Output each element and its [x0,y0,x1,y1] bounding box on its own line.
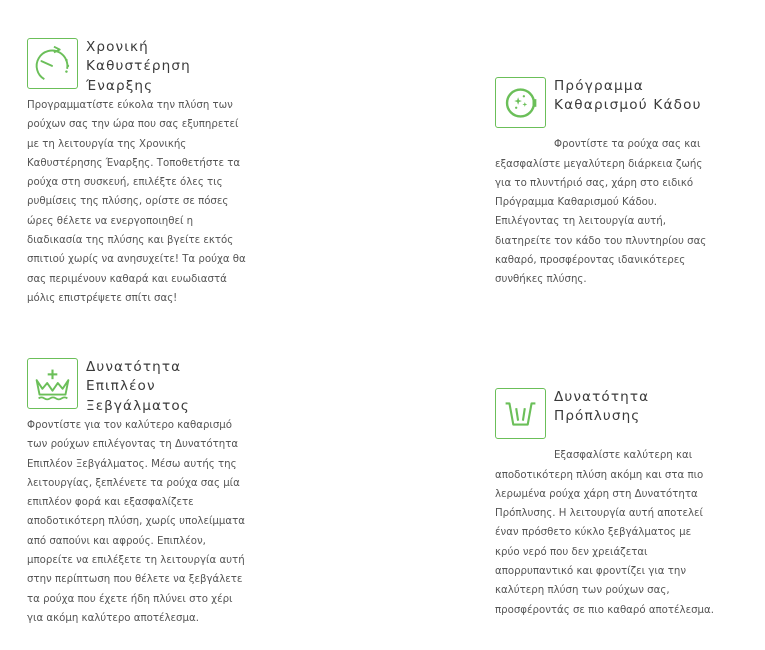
description-first-line: Εξασφαλίστε καλύτερη και [554,450,693,462]
description-body: αποδοτικότερη πλύση ακόμη και στα πιο λερωμένα ρούχα χάρη στη Δυνατότητα Πρόπλυσης. Η λειτουργία αυτή αποτελεί έναν πρόσθετο κύκλο ξεβγάλματος με κρύο νερό που δεν χρειάζεται απορρυπαντικό και φροντίζει για την καλύτερη πλύση των ρούχων σας, προσφέροντάς σε πιο καθαρό αποτέλεσμα. [495,469,714,616]
feature-title: Χρονική Καθυστέρηση Έναρξης [86,39,191,94]
feature-description [495,116,735,309]
crown-wash-icon [27,358,78,409]
description-first-line: Φροντίστε τα ρούχα σας και [554,139,701,151]
feature-title: Πρόγραμμα Καθαρισμού Κάδου [554,78,702,114]
feature-description: Φροντίστε για τον καλύτερο καθαρισμό των ρούχων επιλέγοντας τη Δυνατότητα Επιπλέον Ξεβγάλματος. Μέσω αυτής της λειτουργίας, ξεπλένετε τα ρούχα σας μία επιπλέον φορά και εξασφαλίζετε αποδοτικότερη πλύση, χωρίς υπολείμματα από σαπούνι και αφρούς. Επιπλέον, μπορείτε να επιλέξετε τη λειτουργία αυτή στην περίπτωση που θέλετε να ξεβγάλετε τα ρούχα που έχετε ήδη πλύνει στο χέρι για ακόμη καλύτερο αποτέλεσμα. [27,420,245,624]
timer-icon [27,38,78,89]
feature-description: Προγραμματίστε εύκολα την πλύση των ρούχων σας την ώρα που σας εξυπηρετεί με τη λειτουργία της Χρονικής Καθυστέρησης Έναρξης. Τοποθετήστε τα ρούχα στη συσκευή, επιλέξτε όλες τις ρυθμίσεις της πλύσης, ορίστε σε πόσες ώρες θέλετε να ενεργοποιηθεί η διαδικασία της πλύσης και βγείτε εκτός σπιτιού χωρίς να ανησυχείτε! Τα ρούχα θα σας περιμένουν καθαρά και ευωδιαστά μόλις επιστρέψετε σπίτι σας! [27,100,246,304]
feature-title: Δυνατότητα Επιπλέον Ξεβγάλματος [86,359,190,414]
feature-description [495,427,735,639]
description-body: εξασφαλίστε μεγαλύτερη διάρκεια ζωής για το πλυντήριό σας, χάρη στο ειδικό Πρόγραμμα Καθαρισμού Κάδου. Επιλέγοντας τη λειτουργία αυτή, διατηρείτε τον κάδο του πλυντηρίου σας καθαρό, προσφέροντας ιδανικότερες συνθήκες πλύσης. [495,158,707,286]
feature-title: Δυνατότητα Πρόπλυσης [554,389,650,425]
